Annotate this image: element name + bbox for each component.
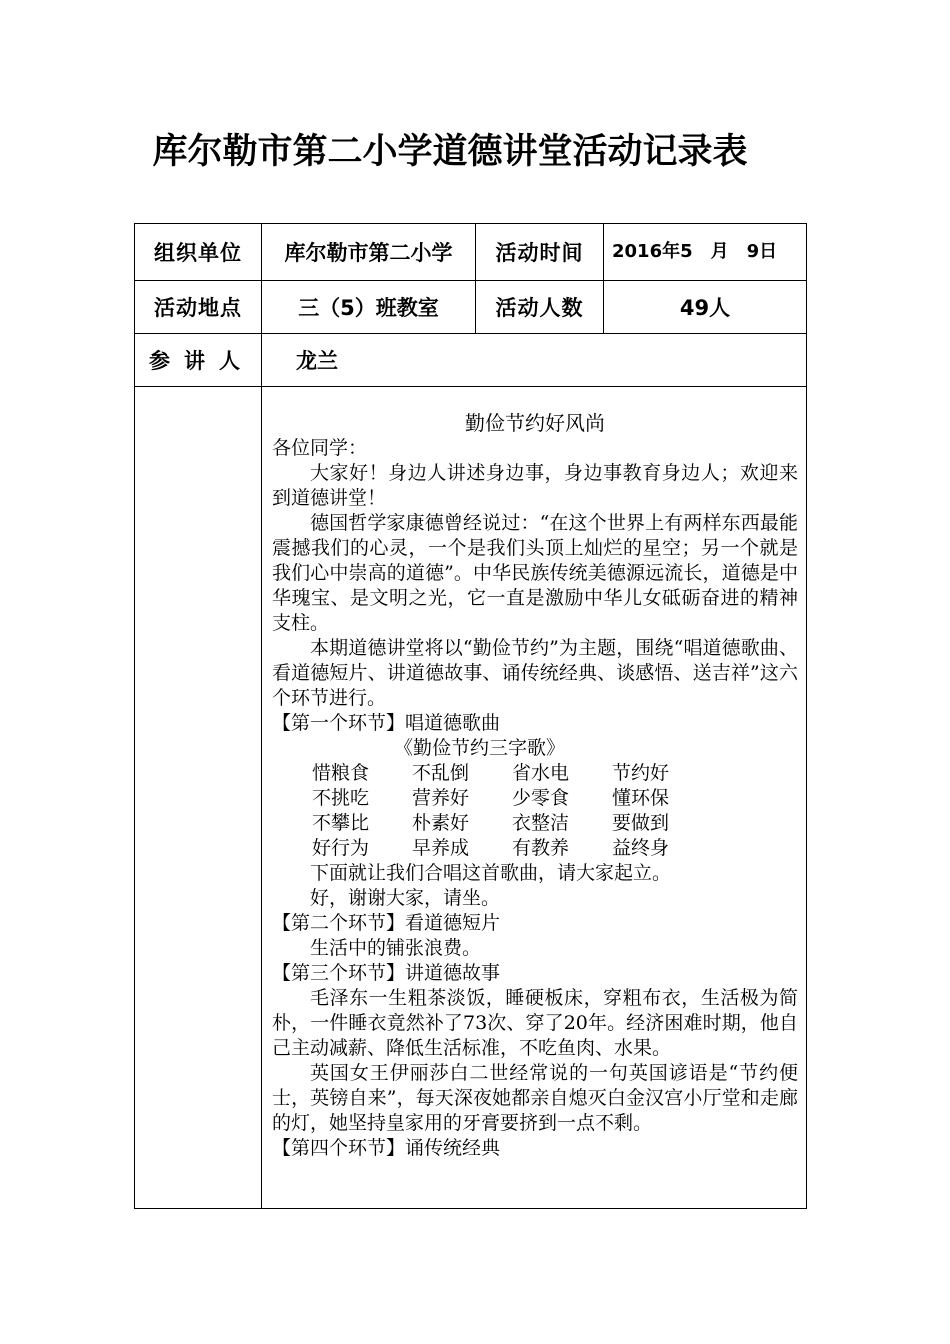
time-label: 活动时间 xyxy=(476,224,604,281)
song-phrase: 少零食 xyxy=(512,787,570,809)
place-value: 三（5）班教室 xyxy=(262,281,476,334)
content-heading: 勤俭节约好风尚 xyxy=(465,411,605,435)
count-label: 活动人数 xyxy=(476,281,604,334)
table-row xyxy=(135,281,807,334)
section-heading: 【第一个环节】唱道德歌曲 xyxy=(272,712,501,734)
content-cell xyxy=(262,387,807,1209)
song-phrase: 益终身 xyxy=(612,837,670,859)
table-row xyxy=(135,387,807,1209)
paragraph: 德国哲学家康德曾经说过：“在这个世界上有两样东西最能震撼我们的心灵，一个是我们头顶上灿烂的星空；另一个就是我们心中崇高的道德”。中华民族传统美德源远流长，道德是中华瑰宝、是文明之光，它一直是激励中华儿女砥砺奋进的精神支柱。 xyxy=(272,512,798,634)
org-label: 组织单位 xyxy=(135,224,262,281)
song-line xyxy=(272,786,798,811)
paragraph: 生活中的铺张浪费。 xyxy=(310,937,482,959)
time-value: 2016年5 月 9日 xyxy=(604,224,807,281)
song-phrase: 朴素好 xyxy=(412,812,470,834)
song-phrase: 节约好 xyxy=(612,762,670,784)
song-phrase: 不挑吃 xyxy=(312,787,370,809)
song-phrase: 好行为 xyxy=(312,837,370,859)
paragraph: 英国女王伊丽莎白二世经常说的一句英国谚语是“节约便士，英镑自来”，每天深夜她都亲自熄灭白金汉宫小厅堂和走廊的灯，她坚持皇家用的牙膏要挤到一点不剩。 xyxy=(272,1062,798,1134)
page-title: 库尔勒市第二小学道德讲堂活动记录表 xyxy=(152,132,748,172)
song-line xyxy=(272,836,798,861)
org-value: 库尔勒市第二小学 xyxy=(262,224,476,281)
paragraph: 大家好！身边人讲述身边事，身边事教育身边人；欢迎来到道德讲堂！ xyxy=(272,462,798,509)
song-phrase: 省水电 xyxy=(512,762,570,784)
song-phrase: 惜粮食 xyxy=(312,762,370,784)
section-heading: 【第三个环节】讲道德故事 xyxy=(272,962,501,984)
song-line xyxy=(272,761,798,786)
content-label-cell xyxy=(135,387,262,1209)
table-row xyxy=(135,334,807,387)
song-phrase: 营养好 xyxy=(412,787,470,809)
song-phrase: 不乱倒 xyxy=(412,762,470,784)
paragraph: 好，谢谢大家，请坐。 xyxy=(310,887,501,909)
section-heading: 【第二个环节】看道德短片 xyxy=(272,912,501,934)
paragraph: 下面就让我们合唱这首歌曲，请大家起立。 xyxy=(310,862,672,884)
song-phrase: 衣整洁 xyxy=(512,812,570,834)
speaker-value: 龙兰 xyxy=(262,334,807,387)
count-value: 49人 xyxy=(604,281,807,334)
song-phrase: 有教养 xyxy=(512,837,570,859)
song-phrase: 要做到 xyxy=(612,812,670,834)
song-phrase: 早养成 xyxy=(412,837,470,859)
song-title: 《勤俭节约三字歌》 xyxy=(394,737,566,759)
greeting: 各位同学： xyxy=(272,437,368,459)
song-line xyxy=(272,811,798,836)
song-phrase: 懂环保 xyxy=(612,787,670,809)
section-heading: 【第四个环节】诵传统经典 xyxy=(272,1137,501,1159)
table-row xyxy=(135,224,807,281)
place-label: 活动地点 xyxy=(135,281,262,334)
paragraph: 本期道德讲堂将以“勤俭节约”为主题，围绕“唱道德歌曲、看道德短片、讲道德故事、诵传统经典、谈感悟、送吉祥”这六个环节进行。 xyxy=(272,637,798,709)
song-phrase: 不攀比 xyxy=(312,812,370,834)
paragraph: 毛泽东一生粗茶淡饭，睡硬板床，穿粗布衣，生活极为简朴，一件睡衣竟然补了73次、穿了20年。经济困难时期，他自己主动减薪、降低生活标准，不吃鱼肉、水果。 xyxy=(272,987,798,1059)
record-table xyxy=(134,223,807,1209)
speaker-label: 参讲人 xyxy=(135,334,262,387)
